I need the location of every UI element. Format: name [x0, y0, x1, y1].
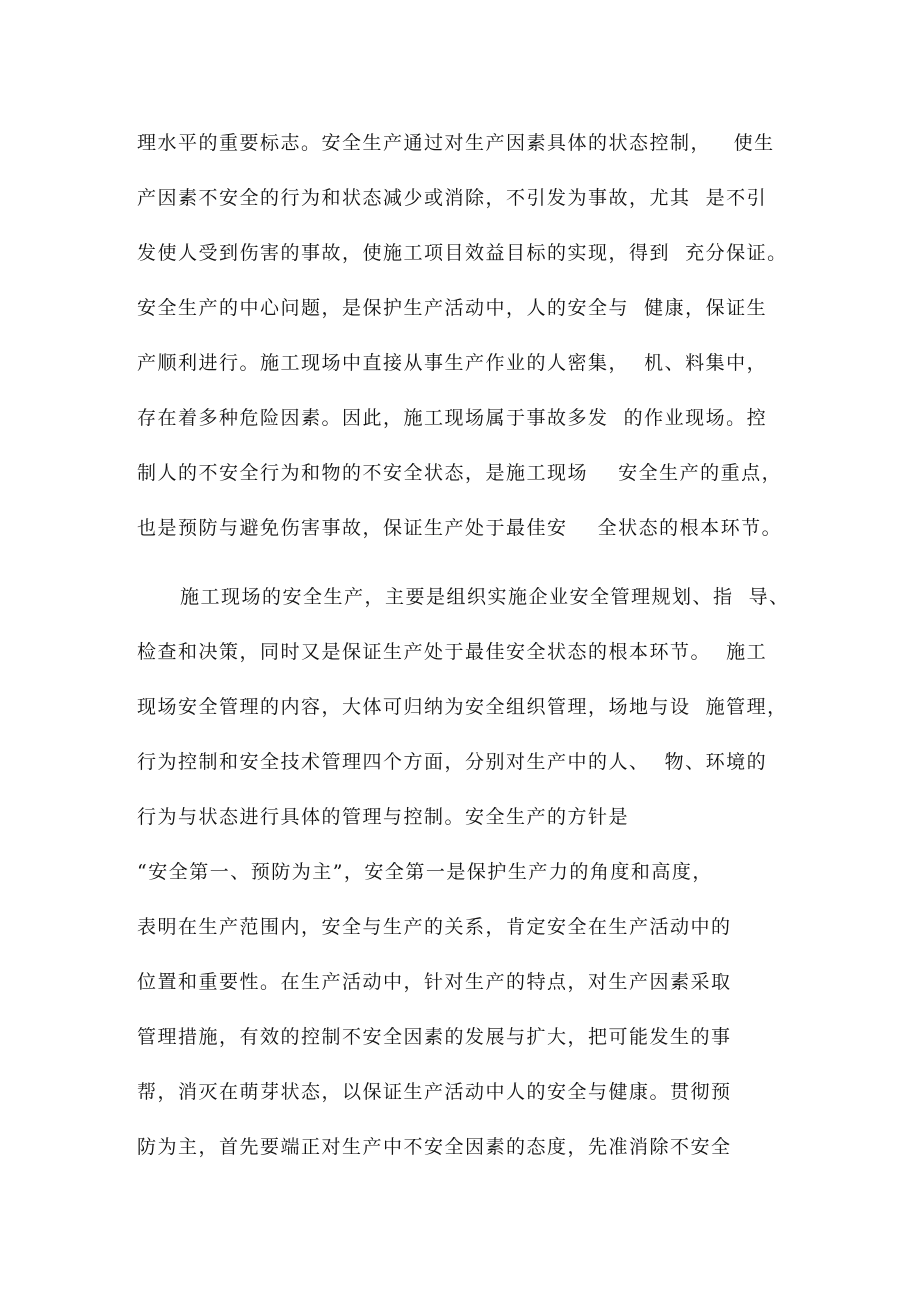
text-line: 表明在生产范围内，安全与生产的关系，肯定安全在生产活动中的: [137, 916, 732, 938]
text-line: 行为控制和安全技术管理四个方面，分别对生产中的人、 物、环境的: [137, 751, 768, 773]
text-line: 安全生产的中心问题，是保护生产活动中，人的安全与 健康，保证生: [137, 297, 768, 319]
text-line: 帮，消灭在萌芽状态，以保证生产活动中人的安全与健康。贯彻预: [137, 1081, 732, 1103]
text-line: 产因素不安全的行为和状态减少或消除，不引发为事故，尤其 是不引: [137, 187, 768, 209]
text-line: 现场安全管理的内容，大体可归纳为安全组织管理，场地与设 施管理，: [137, 696, 788, 718]
text-line: 位置和重要性。在生产活动中，针对生产的特点，对生产因素采取: [137, 971, 732, 993]
text-line: 发使人受到伤害的事故，使施工项目效益目标的实现，得到 充分保证。: [137, 242, 788, 264]
text-line: 检查和决策，同时又是保证生产处于最佳安全状态的根本环节。 施工: [137, 641, 768, 663]
text-line: 存在着多种危险因素。因此，施工现场属于事故多发 的作业现场。控: [137, 407, 768, 429]
text-line: “安全第一、预防为主”，安全第一是保护生产力的角度和高度，: [137, 861, 713, 883]
text-line: 管理措施，有效的控制不安全因素的发展与扩大，把可能发生的事: [137, 1026, 732, 1048]
text-line: 施工现场的安全生产，主要是组织实施企业安全管理规划、指 导、: [180, 586, 790, 608]
text-line: 制人的不安全行为和物的不安全状态，是施工现场 安全生产的重点，: [137, 462, 783, 484]
text-line: 理水平的重要标志。安全生产通过对生产因素具体的状态控制， 使生: [137, 132, 775, 154]
text-line: 也是预防与避免伤害事故，保证生产处于最佳安 全状态的根本环节。: [137, 517, 783, 539]
text-line: 产顺利进行。施工现场中直接从事生产作业的人密集， 机、料集中，: [137, 352, 768, 374]
text-line: 行为与状态进行具体的管理与控制。安全生产的方针是: [137, 806, 630, 828]
text-line: 防为主，首先要端正对生产中不安全因素的态度，先准消除不安全: [137, 1136, 732, 1158]
